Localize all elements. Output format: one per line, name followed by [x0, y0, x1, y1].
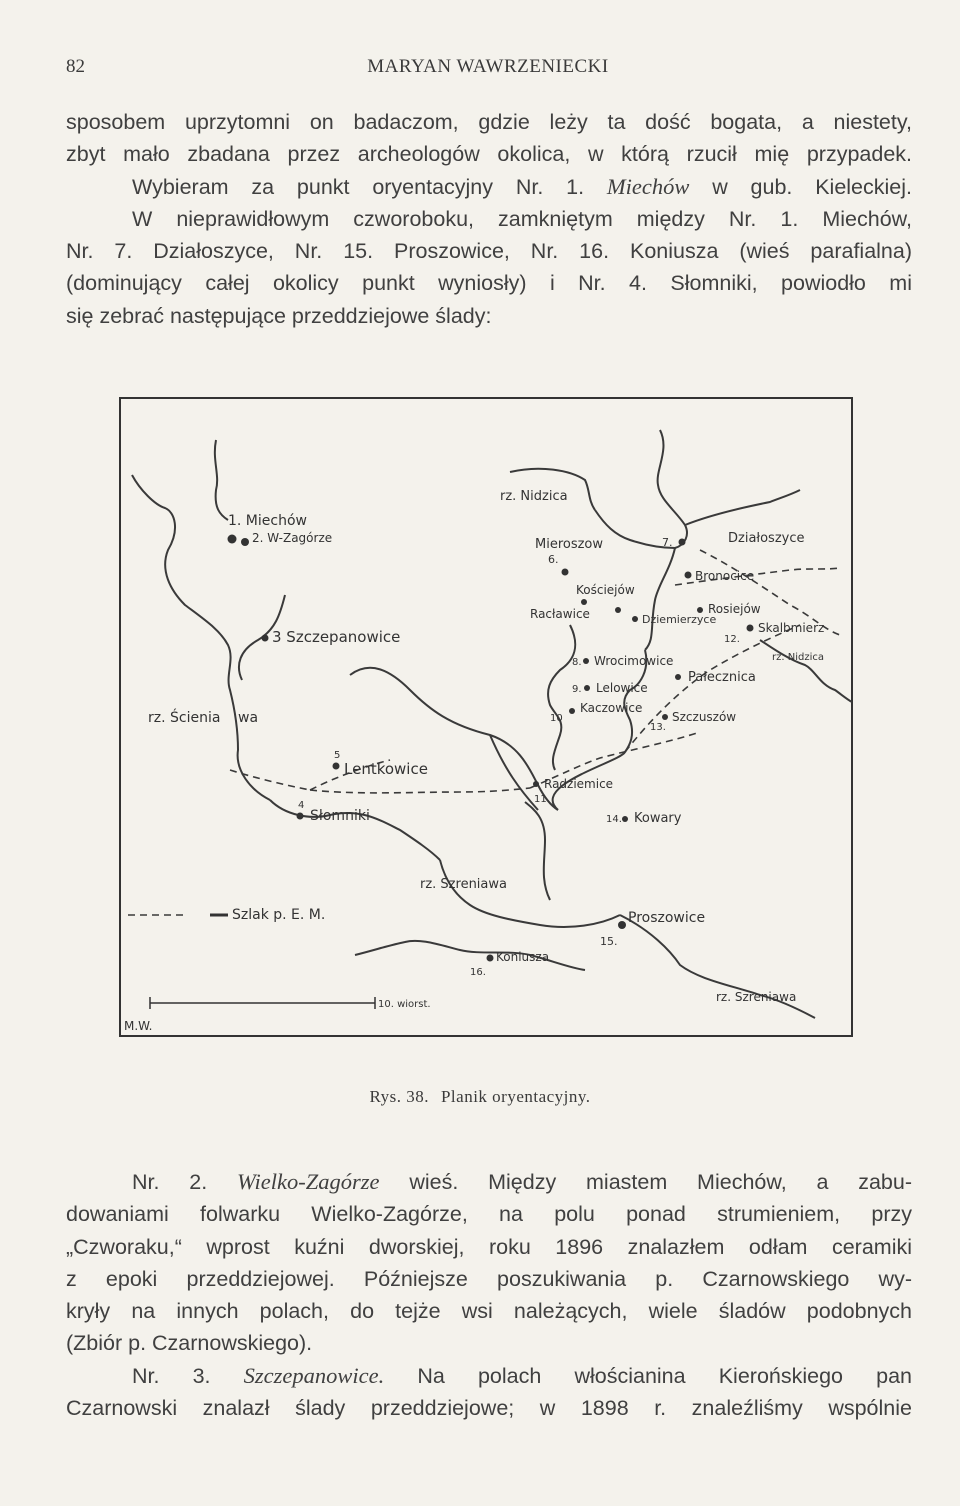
river-nidzica-east — [760, 640, 852, 702]
map-label: 10 — [550, 713, 563, 724]
map-label: Szczuszów — [672, 710, 737, 724]
entry-number: Nr. 3. — [132, 1363, 211, 1388]
map-label: 7. — [662, 536, 673, 549]
dot-koscielow — [581, 599, 587, 605]
river-nidzica-south — [645, 548, 675, 650]
dot-proszowice — [618, 921, 626, 929]
map-label: Działoszyce — [728, 531, 805, 546]
map-label: Mieroszow — [535, 537, 604, 552]
text-line — [66, 171, 912, 203]
map-label: wa — [238, 710, 259, 726]
text-line: sposobem uprzytomni on badaczom, gdzie leży ta dość bogata, a niestety, — [66, 110, 912, 134]
river-raclawice — [548, 625, 575, 770]
dot-miechow — [228, 535, 237, 544]
map-label: 9. — [572, 684, 582, 695]
text-line: się zebrać następujące przeddziejowe ślady: — [66, 303, 492, 328]
map-label: rz. Szreniawa — [420, 877, 507, 892]
scale-label: 10. wiorst. — [378, 999, 431, 1010]
river-radziemice — [525, 802, 550, 900]
map-label: Słomniki — [310, 808, 370, 824]
place-name-italic: Miechów — [606, 173, 690, 199]
running-head: MARYAN WAWRZENIECKI — [367, 56, 609, 77]
text-line — [66, 1360, 912, 1392]
map-label: Kaczowice — [580, 701, 643, 715]
text-line: z epoki przeddziejowej. Późniejsze poszukiwania p. Czarnowskiego wy- — [66, 1266, 912, 1291]
map-label: 1. Miechów — [228, 513, 307, 529]
map-label: 3 Szczepanowice — [272, 628, 401, 646]
map-label: Bronocice — [695, 569, 755, 583]
dot-skalbmierz — [747, 625, 754, 632]
river-miechow — [215, 440, 228, 520]
map-label: 5 — [334, 750, 341, 761]
map-label: rz. Ścienia — [148, 710, 221, 726]
map-label: Lelowice — [596, 681, 648, 695]
map-label: rz. Szreniawa — [716, 990, 797, 1004]
map-label: Rosiejów — [708, 602, 761, 616]
map-label: 14. — [606, 814, 622, 825]
entry-number: Nr. 2. — [132, 1170, 208, 1194]
text-line: W nieprawidłowym czworoboku, zamkniętym między Nr. 1. Miechów, — [132, 206, 912, 231]
author-initials: M.W. — [124, 1019, 153, 1033]
caption-label: Rys. 38. — [369, 1087, 429, 1106]
dot-kaczowice — [569, 708, 575, 714]
caption-title: Planik oryentacyjny. — [440, 1087, 591, 1106]
intro-paragraph — [66, 106, 912, 332]
place-name-italic: Szczepanowice. — [243, 1362, 385, 1388]
dot-kowary — [622, 816, 628, 822]
dot-szczepanowice — [262, 635, 269, 642]
place-name-italic: Wielko-Zagórze — [237, 1169, 380, 1194]
dot-dzialoszyce — [679, 539, 686, 546]
text-span: Wybieram za punkt oryentacyjny Nr. 1. — [132, 174, 585, 199]
map-label: Wrocimowice — [594, 654, 674, 668]
text-line: Czarnowski znalazł ślady przeddziejowe; w 1898 r. znaleźliśmy wspólnie — [66, 1396, 912, 1421]
dot-bronocice — [685, 572, 692, 579]
text-span: w gub. Kieleckiej. — [712, 174, 912, 199]
river-koniusza — [355, 941, 585, 970]
text-line: kryły na innych polach, do tejże wsi należących, wiele śladów podobnych — [66, 1299, 912, 1324]
figure-caption — [0, 1087, 960, 1107]
map-drawing — [110, 390, 855, 1040]
map-label: Koniusza — [496, 950, 550, 964]
dot-wrocimowice — [583, 658, 589, 664]
map-label: Dziemierzyce — [642, 613, 717, 626]
text-line: (dominujący całej okolicy punkt wyniosły) i Nr. 4. Słomniki, powiodło mi — [66, 271, 912, 296]
map-label: 4 — [298, 800, 305, 811]
dot-wzagorze — [241, 538, 249, 546]
text-line: dowaniami folwarku Wielko-Zagórze, na polu ponad strumieniem, przy — [66, 1202, 912, 1227]
text-line: (Zbiór p. Czarnowskiego). — [66, 1331, 313, 1356]
page-header — [66, 56, 910, 82]
map-label: Racławice — [530, 607, 590, 621]
text-line: zbyt mało zbadana przez archeologów okolica, w którą rzucił mię przypadek. — [66, 142, 912, 167]
river-dzialoszyce-east — [685, 490, 800, 525]
dot-dziemierzyce — [632, 616, 638, 622]
map-label: Kowary — [634, 811, 682, 826]
map-label: Kościejów — [576, 583, 635, 597]
dot-szczuszow — [662, 714, 668, 720]
map-label: 13. — [650, 722, 666, 733]
legend-label: Szlak p. E. M. — [232, 907, 326, 923]
text-line: Nr. 7. Działoszyce, Nr. 15. Proszowice, Nr. 16. Koniusza (wieś parafialna) — [66, 239, 912, 264]
route-west — [230, 770, 310, 790]
map-frame — [120, 398, 852, 1036]
map-label: 11. — [534, 794, 550, 805]
text-line: „Czworaku,“ wprost kuźni dworskiej, roku 1896 znalazłem odłam ceramiki — [66, 1234, 912, 1259]
text-span: Na polach włościanina Kierońskiego pan — [417, 1363, 912, 1388]
map-label: 12. — [724, 634, 740, 645]
map-label: 6. — [548, 553, 559, 566]
map-label: 16. — [470, 967, 486, 978]
map-label: Pałecznica — [688, 670, 756, 685]
map-label: Lentkowice — [344, 760, 428, 778]
dot-lelowice — [584, 685, 590, 691]
dot-koniusza — [487, 955, 494, 962]
dot-lentkowice — [333, 763, 340, 770]
dot-slomniki — [297, 813, 304, 820]
map-label: Skalbmierz — [758, 621, 825, 635]
dot-palecznica — [675, 674, 681, 680]
orientation-map — [110, 390, 855, 1040]
river-szreniawa — [440, 860, 620, 927]
map-label: 2. W-Zagórze — [252, 531, 333, 545]
map-label: 8. — [572, 657, 582, 668]
river-nidzica — [658, 430, 687, 548]
map-label: 15. — [600, 935, 618, 948]
map-label: Proszowice — [628, 910, 706, 926]
dot-mieroszow — [562, 569, 569, 576]
page-number: 82 — [66, 56, 85, 77]
dot-raclawice — [615, 607, 621, 613]
map-label: Radziemice — [544, 777, 614, 791]
map-label: rz. Nidzica — [500, 489, 568, 504]
body-paragraph — [66, 1166, 912, 1424]
map-label: rz. Nidzica — [772, 652, 824, 663]
route-main — [310, 788, 530, 793]
text-line — [66, 1166, 912, 1198]
text-span: wieś. Między miastem Miechów, a zabu- — [409, 1170, 913, 1194]
dot-radziemice — [533, 781, 539, 787]
